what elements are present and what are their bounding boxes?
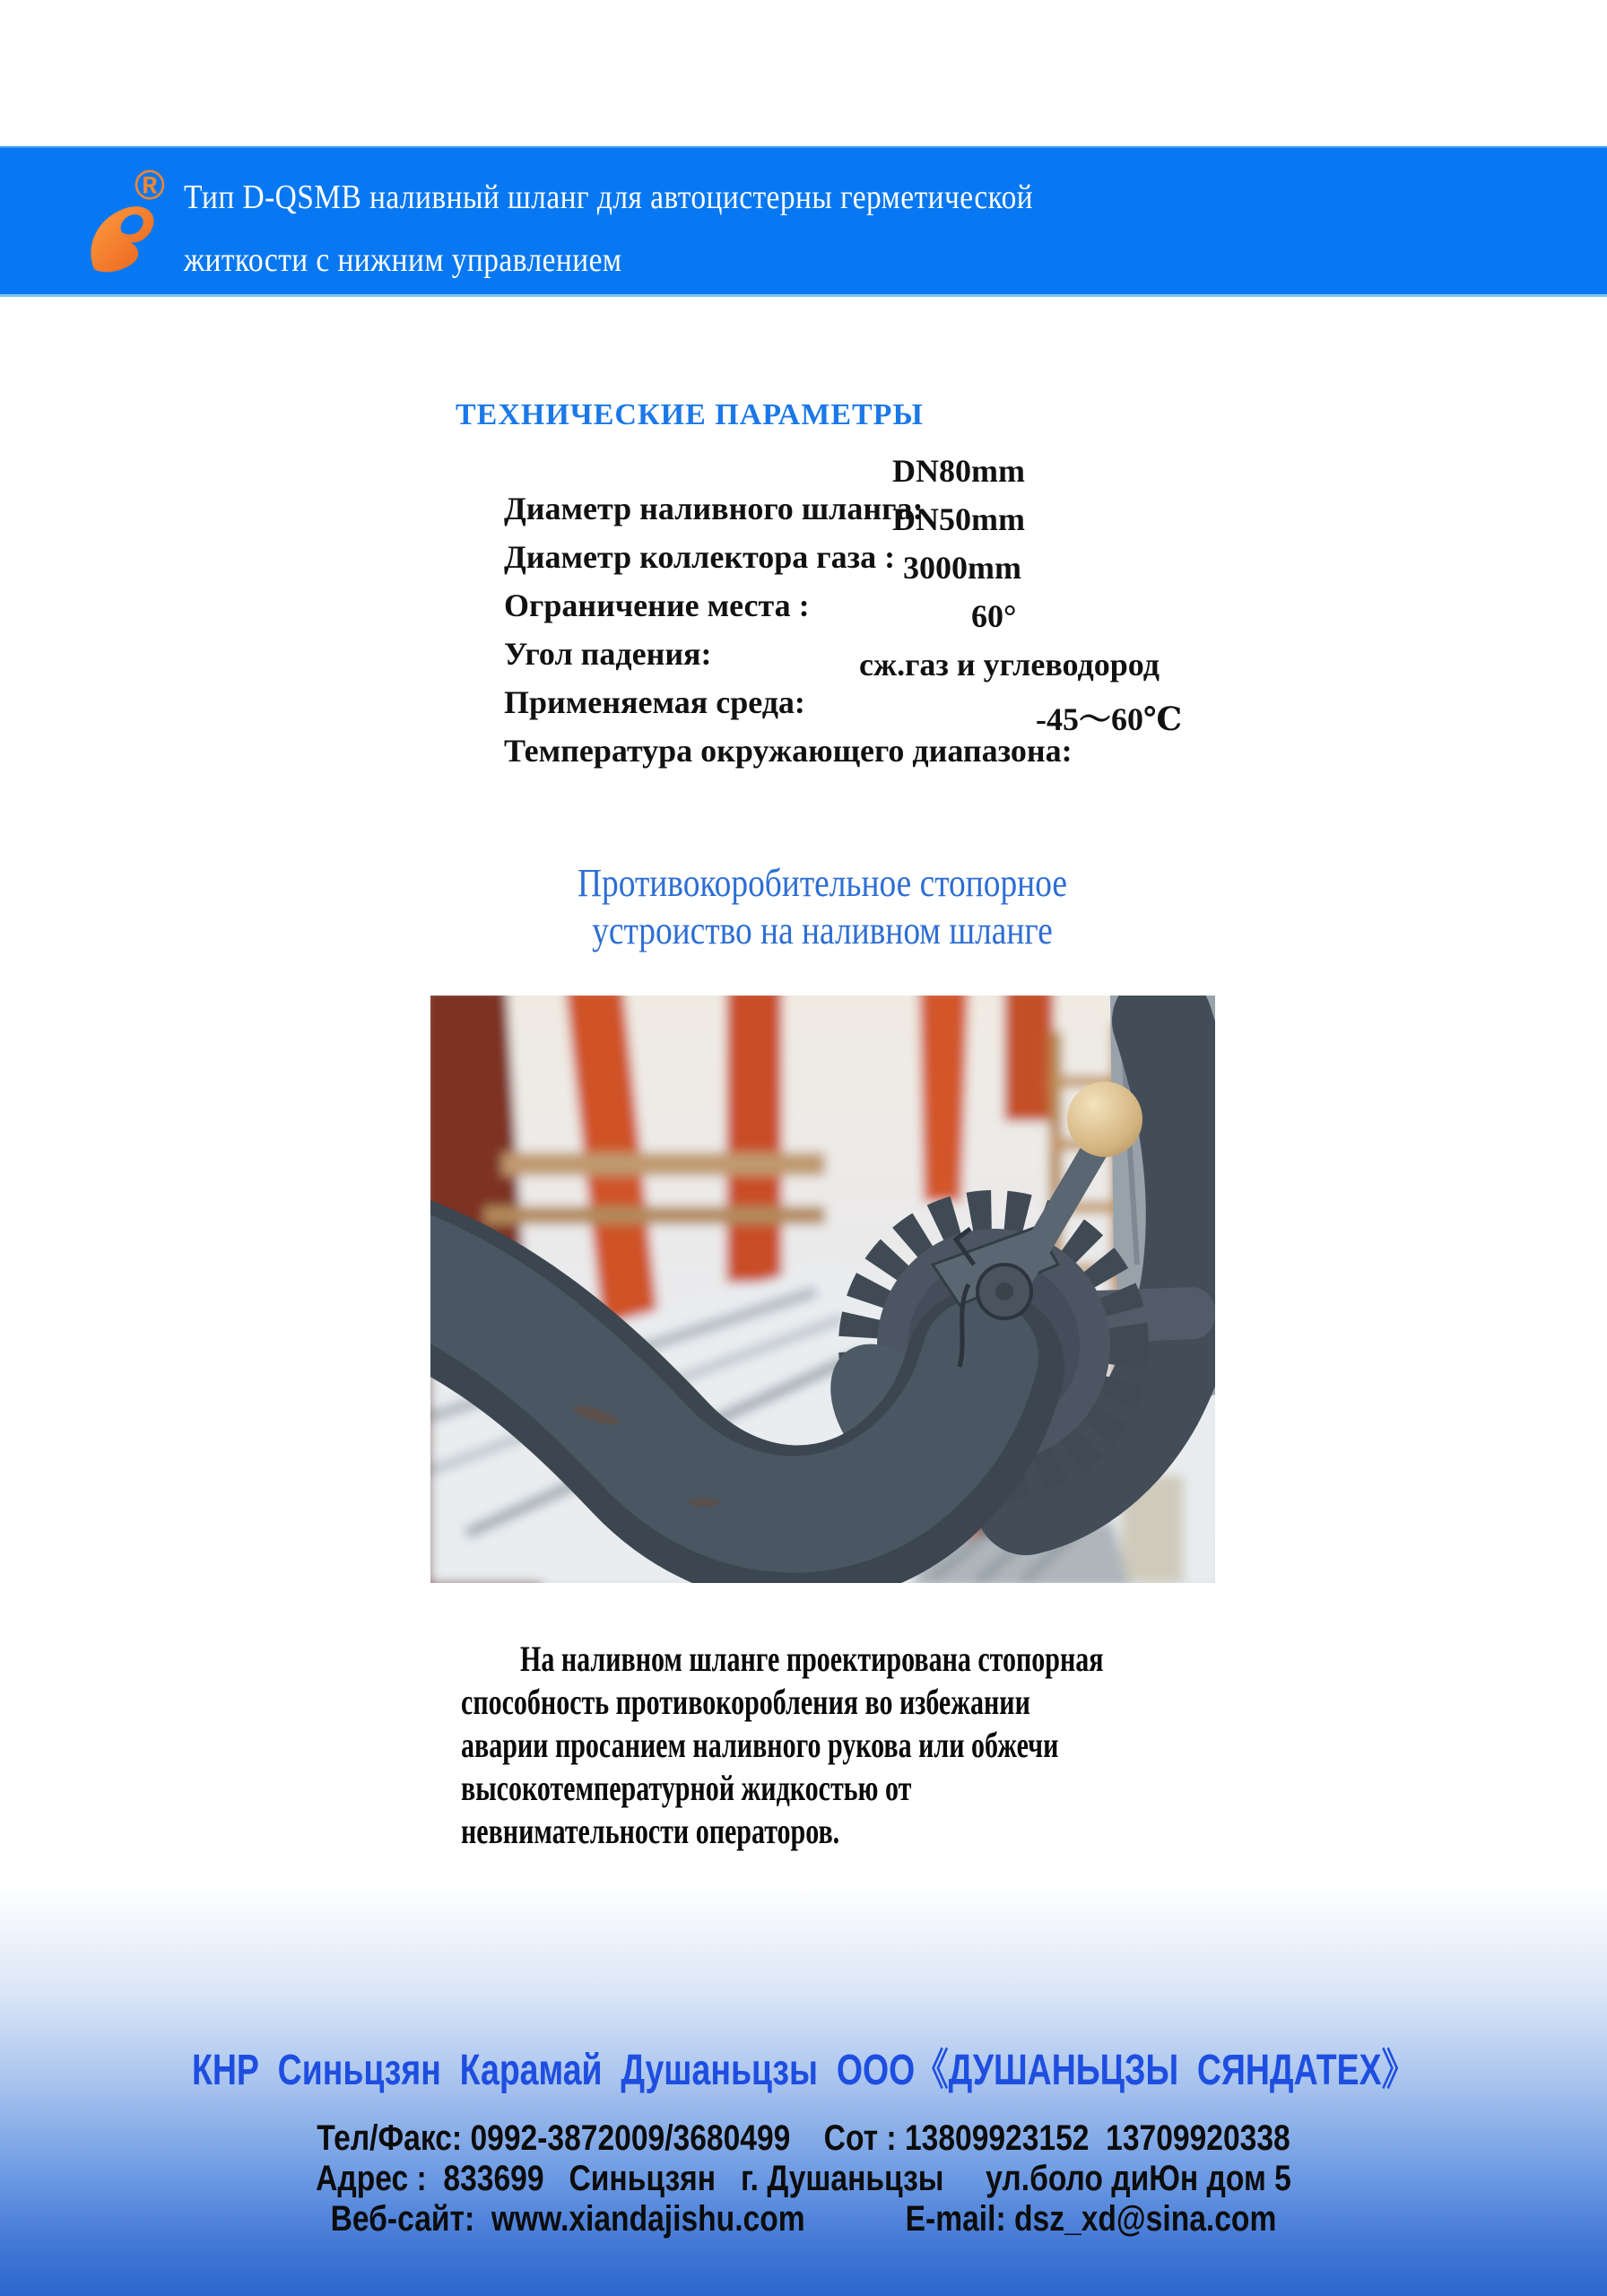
brand-swoosh-icon — [85, 204, 157, 274]
address-line: Адрес : 833699 Синьцзян г. Душаньцзы ул.боло диЮн дом 5 — [316, 2159, 1291, 2198]
param-row-ambient-temperature — [456, 694, 1183, 845]
paragraph-line: высокотемпературной жидкостью от — [461, 1768, 912, 1808]
paragraph-line: аварии просанием наливного рукова или обжечи — [461, 1725, 1059, 1765]
param-value: 60° — [971, 598, 1017, 634]
contact-info — [128, 2118, 1478, 2239]
company-name: КНР Синьцзян Карамай Душаньцзы ООО《ДУШАНЬЦЗЫ СЯНДАТЕХ》 — [191, 2047, 1416, 2094]
caption-line1: Противокоробительное стопорное — [578, 861, 1067, 905]
param-value: 3000mm — [903, 550, 1021, 586]
paragraph-line: невнимательности операторов. — [461, 1811, 840, 1851]
website-email-line: Веб-сайт: www.xiandajishu.com E-mail: dsz_xd@sina.com — [330, 2199, 1277, 2239]
paragraph-line: На наливном шланге проектирована стопорная — [520, 1639, 1104, 1679]
technical-parameters-section — [456, 396, 1316, 769]
pivot-bolt-center — [995, 1283, 1013, 1300]
param-value: DN50mm — [892, 501, 1025, 537]
caption-line2: устроиство на наливном шланге — [592, 909, 1053, 952]
param-label: Применяемая среда: — [504, 684, 805, 720]
photo-caption-heading — [356, 859, 1289, 954]
header-banner — [0, 146, 1607, 297]
paragraph-line: способность противокоробления во избежании — [461, 1682, 1030, 1722]
param-label: Угол падения: — [504, 636, 712, 672]
header-title-line2: житкости с нижним управлением — [184, 241, 622, 279]
phone-fax-line: Тел/Факс: 0992-3872009/3680499 Сот : 13809923152 13709920338 — [317, 2118, 1290, 2158]
param-value: DN80mm — [892, 453, 1025, 489]
footer — [0, 1883, 1607, 2296]
section-heading: ТЕХНИЧЕСКИЕ ПАРАМЕТРЫ — [456, 398, 924, 431]
ball-handle — [1067, 1082, 1142, 1157]
product-photo — [430, 996, 1215, 1583]
param-label: Температура окружающего диапазона: — [504, 733, 1073, 769]
param-label: Диаметр наливного шланга: — [504, 491, 924, 526]
param-value: сж.газ и углеводород — [859, 647, 1160, 683]
description-paragraph — [461, 1638, 1235, 1853]
param-value: -45～60℃ — [1036, 701, 1183, 737]
param-label: Ограничение места : — [504, 587, 810, 623]
param-label: Диаметр коллектора газа : — [504, 539, 896, 575]
header-title-line1: Тип D-QSMB наливный шланг для автоцистерны герметической — [184, 178, 1034, 216]
registered-trademark-icon: ® — [135, 161, 165, 208]
